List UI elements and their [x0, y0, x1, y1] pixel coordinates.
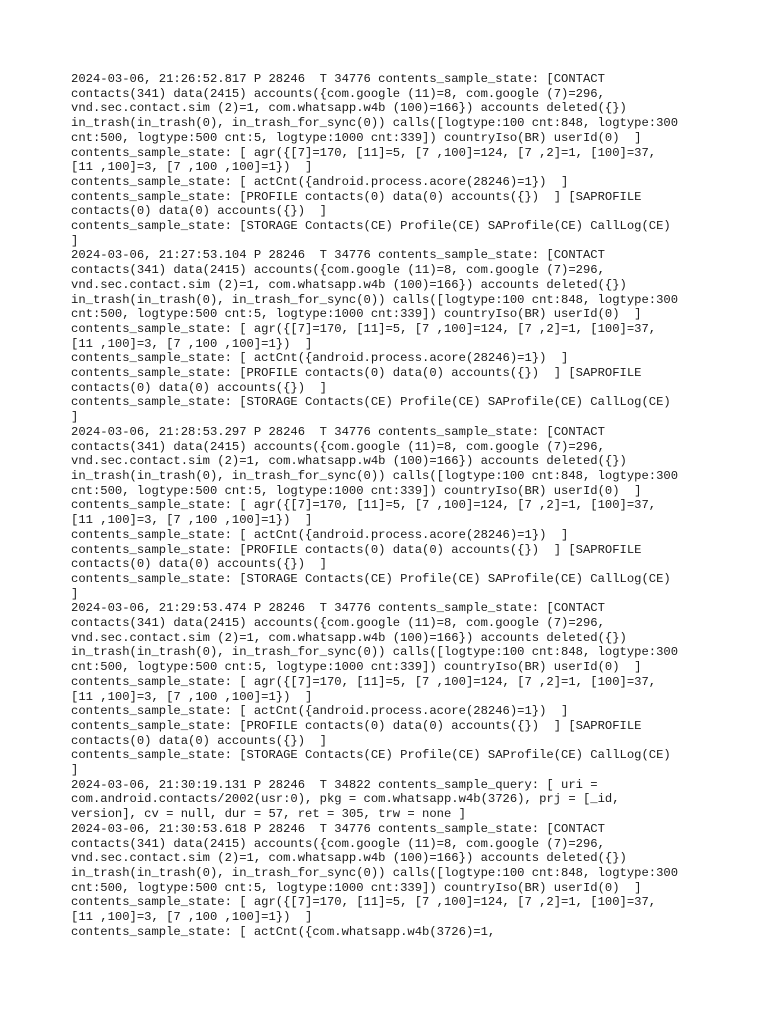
- log-line: contents_sample_state: [ agr({[7]=170, [11]=5, [7 ,100]=124, [7 ,2]=1, [100]=37,: [71, 895, 657, 910]
- log-line: contents_sample_state: [STORAGE Contacts(CE) Profile(CE) SAProfile(CE) CallLog(CE): [71, 395, 671, 410]
- log-line: contents_sample_state: [ actCnt({com.whatsapp.w4b(3726)=1,: [71, 924, 496, 939]
- log-line: contacts(341) data(2415) accounts({com.google (11)=8, com.google (7)=296,: [71, 616, 605, 631]
- log-line: 2024-03-06, 21:28:53.297 P 28246 T 34776 contents_sample_state: [CONTACT: [71, 424, 605, 439]
- log-line: ]: [71, 233, 79, 248]
- log-line: vnd.sec.contact.sim (2)=1, com.whatsapp.w4b (100)=166}) accounts deleted({}): [71, 851, 627, 866]
- log-line: contacts(0) data(0) accounts({}) ]: [71, 204, 327, 219]
- log-line: contents_sample_state: [ agr({[7]=170, [11]=5, [7 ,100]=124, [7 ,2]=1, [100]=37,: [71, 498, 657, 513]
- log-line: cnt:500, logtype:500 cnt:5, logtype:1000 cnt:339]) countryIso(BR) userId(0) ]: [71, 130, 642, 145]
- log-line: vnd.sec.contact.sim (2)=1, com.whatsapp.w4b (100)=166}) accounts deleted({}): [71, 630, 627, 645]
- log-line: [11 ,100]=3, [7 ,100 ,100]=1}) ]: [71, 689, 313, 704]
- log-line: contents_sample_state: [ agr({[7]=170, [11]=5, [7 ,100]=124, [7 ,2]=1, [100]=37,: [71, 321, 657, 336]
- log-line: vnd.sec.contact.sim (2)=1, com.whatsapp.w4b (100)=166}) accounts deleted({}): [71, 101, 627, 116]
- log-line: 2024-03-06, 21:27:53.104 P 28246 T 34776 contents_sample_state: [CONTACT: [71, 248, 605, 263]
- log-line: version], cv = null, dur = 57, ret = 305, trw = none ]: [71, 807, 466, 822]
- log-line: ]: [71, 586, 79, 601]
- log-line: cnt:500, logtype:500 cnt:5, logtype:1000 cnt:339]) countryIso(BR) userId(0) ]: [71, 660, 642, 675]
- log-line: contacts(341) data(2415) accounts({com.google (11)=8, com.google (7)=296,: [71, 836, 605, 851]
- log-line: contents_sample_state: [ actCnt({android.process.acore(28246)=1}) ]: [71, 527, 569, 542]
- log-line: contents_sample_state: [ actCnt({android.process.acore(28246)=1}) ]: [71, 704, 569, 719]
- log-line: in_trash(in_trash(0), in_trash_for_sync(0)) calls([logtype:100 cnt:848, logtype:300: [71, 645, 679, 660]
- log-line: contents_sample_state: [PROFILE contacts(0) data(0) accounts({}) ] [SAPROFILE: [71, 718, 642, 733]
- log-line: contents_sample_state: [PROFILE contacts(0) data(0) accounts({}) ] [SAPROFILE: [71, 366, 642, 381]
- log-line: contacts(341) data(2415) accounts({com.google (11)=8, com.google (7)=296,: [71, 439, 605, 454]
- log-line: contents_sample_state: [PROFILE contacts(0) data(0) accounts({}) ] [SAPROFILE: [71, 189, 642, 204]
- log-line: in_trash(in_trash(0), in_trash_for_sync(0)) calls([logtype:100 cnt:848, logtype:300: [71, 468, 679, 483]
- log-line: contacts(341) data(2415) accounts({com.google (11)=8, com.google (7)=296,: [71, 86, 605, 101]
- log-line: contacts(341) data(2415) accounts({com.google (11)=8, com.google (7)=296,: [71, 263, 605, 278]
- log-line: contacts(0) data(0) accounts({}) ]: [71, 733, 327, 748]
- log-line: in_trash(in_trash(0), in_trash_for_sync(0)) calls([logtype:100 cnt:848, logtype:300: [71, 865, 679, 880]
- log-line: [11 ,100]=3, [7 ,100 ,100]=1}) ]: [71, 513, 313, 528]
- log-line: cnt:500, logtype:500 cnt:5, logtype:1000 cnt:339]) countryIso(BR) userId(0) ]: [71, 880, 642, 895]
- log-line: ]: [71, 410, 79, 425]
- log-line: cnt:500, logtype:500 cnt:5, logtype:1000 cnt:339]) countryIso(BR) userId(0) ]: [71, 483, 642, 498]
- log-line: contents_sample_state: [PROFILE contacts(0) data(0) accounts({}) ] [SAPROFILE: [71, 542, 642, 557]
- log-line: 2024-03-06, 21:30:19.131 P 28246 T 34822 contents_sample_query: [ uri =: [71, 777, 598, 792]
- log-line: contacts(0) data(0) accounts({}) ]: [71, 380, 327, 395]
- log-line: [11 ,100]=3, [7 ,100 ,100]=1}) ]: [71, 336, 313, 351]
- log-line: 2024-03-06, 21:26:52.817 P 28246 T 34776 contents_sample_state: [CONTACT: [71, 72, 605, 86]
- log-line: [11 ,100]=3, [7 ,100 ,100]=1}) ]: [71, 160, 313, 175]
- log-line: vnd.sec.contact.sim (2)=1, com.whatsapp.w4b (100)=166}) accounts deleted({}): [71, 277, 627, 292]
- log-line: ]: [71, 763, 79, 778]
- log-line: contents_sample_state: [STORAGE Contacts(CE) Profile(CE) SAProfile(CE) CallLog(CE): [71, 748, 671, 763]
- log-line: in_trash(in_trash(0), in_trash_for_sync(0)) calls([logtype:100 cnt:848, logtype:300: [71, 116, 679, 131]
- log-document: [71, 72, 711, 939]
- log-line: contents_sample_state: [STORAGE Contacts(CE) Profile(CE) SAProfile(CE) CallLog(CE): [71, 571, 671, 586]
- log-line: 2024-03-06, 21:30:53.618 P 28246 T 34776 contents_sample_state: [CONTACT: [71, 821, 605, 836]
- log-line: contents_sample_state: [ agr({[7]=170, [11]=5, [7 ,100]=124, [7 ,2]=1, [100]=37,: [71, 674, 657, 689]
- log-line: contents_sample_state: [ actCnt({android.process.acore(28246)=1}) ]: [71, 351, 569, 366]
- log-line: com.android.contacts/2002(usr:0), pkg = com.whatsapp.w4b(3726), prj = [_id,: [71, 792, 620, 807]
- log-body: [71, 72, 711, 939]
- log-line: 2024-03-06, 21:29:53.474 P 28246 T 34776 contents_sample_state: [CONTACT: [71, 601, 605, 616]
- log-line: contents_sample_state: [STORAGE Contacts(CE) Profile(CE) SAProfile(CE) CallLog(CE): [71, 219, 671, 234]
- log-line: contents_sample_state: [ agr({[7]=170, [11]=5, [7 ,100]=124, [7 ,2]=1, [100]=37,: [71, 145, 657, 160]
- log-line: vnd.sec.contact.sim (2)=1, com.whatsapp.w4b (100)=166}) accounts deleted({}): [71, 454, 627, 469]
- log-line: contacts(0) data(0) accounts({}) ]: [71, 557, 327, 572]
- log-line: in_trash(in_trash(0), in_trash_for_sync(0)) calls([logtype:100 cnt:848, logtype:300: [71, 292, 679, 307]
- log-line: cnt:500, logtype:500 cnt:5, logtype:1000 cnt:339]) countryIso(BR) userId(0) ]: [71, 307, 642, 322]
- log-line: contents_sample_state: [ actCnt({android.process.acore(28246)=1}) ]: [71, 174, 569, 189]
- log-line: [11 ,100]=3, [7 ,100 ,100]=1}) ]: [71, 910, 313, 925]
